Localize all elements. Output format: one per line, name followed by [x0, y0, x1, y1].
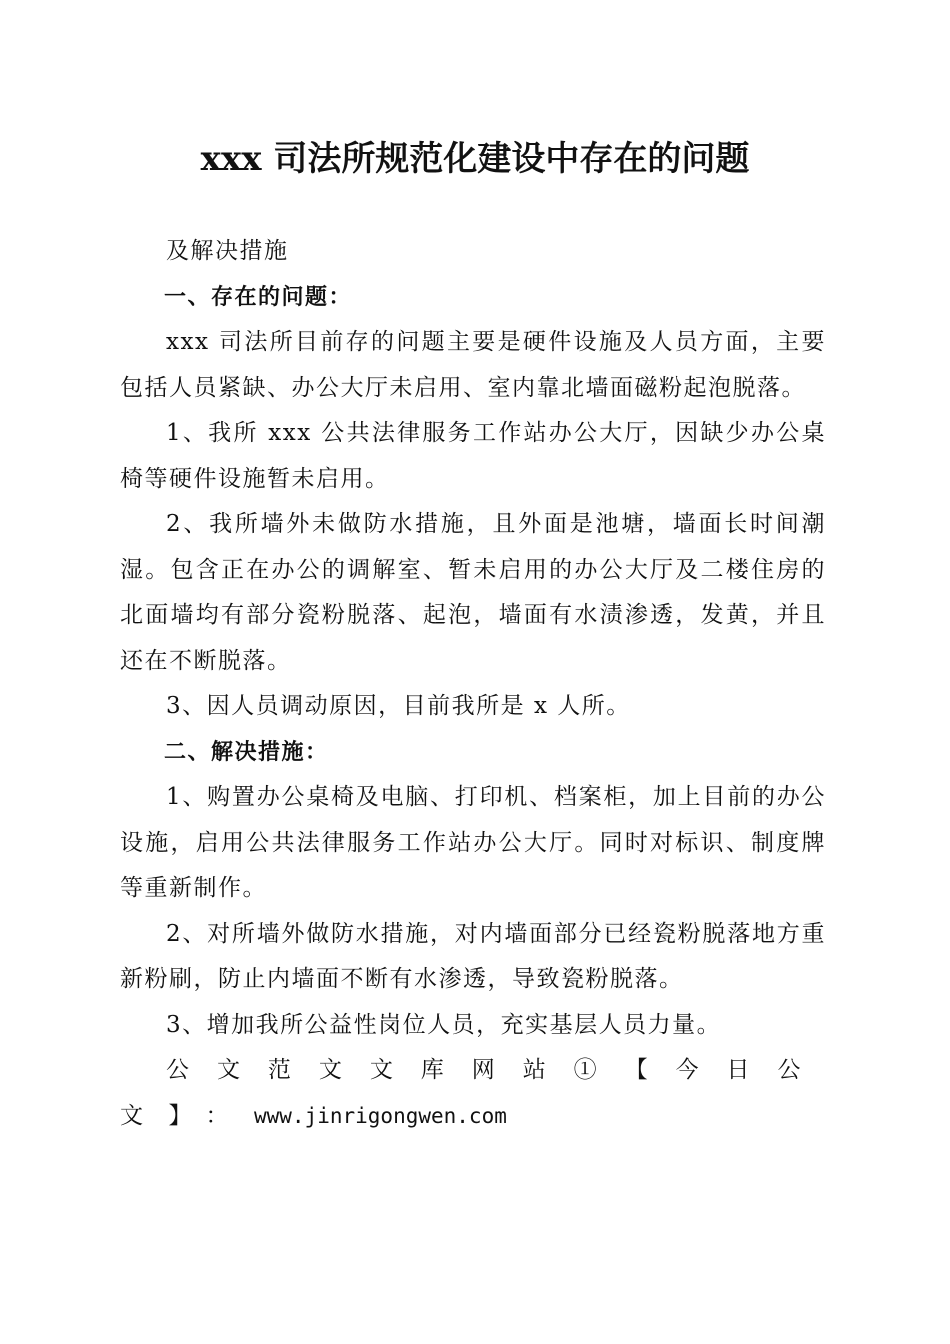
source-label: 公文范文文库网站①【今日公文】： — [120, 1057, 826, 1129]
solution-item-2: 2、对所墙外做防水措施，对内墙面部分已经瓷粉脱落地方重新粉刷，防止内墙面不断有水渗透，导致瓷粉脱落。 — [120, 920, 826, 992]
section-heading-solutions: 二、解决措施： — [164, 739, 329, 765]
section-heading-problems: 一、存在的问题： — [164, 284, 353, 310]
problems-intro-paragraph: xxx 司法所目前存的问题主要是硬件设施及人员方面，主要包括人员紧缺、办公大厅未启用、室内靠北墙面磁粉起泡脱落。 — [120, 329, 826, 401]
document-body — [120, 229, 826, 1139]
document-title: xxx 司法所规范化建设中存在的问题 — [200, 139, 750, 179]
source-url-link[interactable]: www.jinrigongwen.com — [254, 1103, 507, 1128]
solution-item-1: 1、购置办公桌椅及电脑、打印机、档案柜，加上目前的办公设施，启用公共法律服务工作站办公大厅。同时对标识、制度牌等重新制作。 — [120, 784, 826, 901]
problem-item-1: 1、我所 xxx 公共法律服务工作站办公大厅，因缺少办公桌椅等硬件设施暂未启用。 — [120, 420, 826, 492]
document-subtitle: 及解决措施 — [166, 238, 289, 264]
source-note — [120, 1048, 826, 1139]
problem-item-3: 3、因人员调动原因，目前我所是 x 人所。 — [166, 693, 631, 719]
problem-item-2: 2、我所墙外未做防水措施，且外面是池塘，墙面长时间潮湿。包含正在办公的调解室、暂未启用的办公大厅及二楼住房的北面墙均有部分瓷粉脱落、起泡，墙面有水渍渗透，发黄，并且还在不断脱落。 — [120, 511, 826, 674]
solution-item-3: 3、增加我所公益性岗位人员，充实基层人员力量。 — [166, 1011, 722, 1038]
